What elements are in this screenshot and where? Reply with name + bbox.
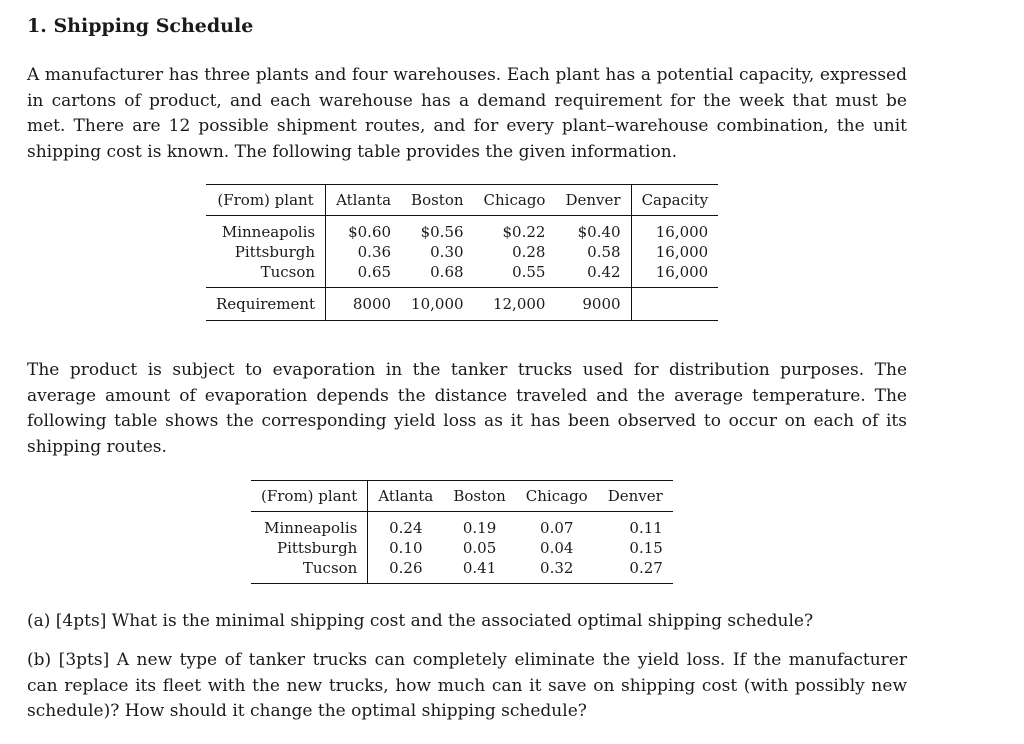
intro-line: A manufacturer has three plants and four warehouses. Each plant has a potential capacity, expressed <box>27 65 907 85</box>
table-row <box>251 538 673 558</box>
loss-cell: 0.27 <box>629 559 663 577</box>
column-header-denver: Denver <box>555 185 631 216</box>
column-header-atlanta: Atlanta <box>378 487 434 505</box>
plant-name-cell: Pittsburgh <box>206 242 326 262</box>
shipping-cost-table <box>206 184 718 321</box>
cost-cell: 0.58 <box>555 242 631 262</box>
cost-cell: $0.56 <box>420 223 464 241</box>
loss-cell: 0.05 <box>462 539 497 557</box>
capacity-cell: 16,000 <box>655 263 709 281</box>
plant-name-cell: Minneapolis <box>251 512 368 539</box>
evap-line: average amount of evaporation depends the distance traveled and the average temperature. The <box>27 385 907 406</box>
question-b-line: (b) [3pts] A new type of tanker trucks can completely eliminate the yield loss. If the manufacturer <box>27 650 907 670</box>
requirement-cell: 9000 <box>555 288 631 321</box>
evap-line: following table shows the corresponding yield loss as it has been observed to occur on each of its <box>27 411 907 431</box>
loss-cell: 0.07 <box>540 519 574 537</box>
empty-cell <box>631 288 718 321</box>
table-row <box>206 242 718 262</box>
requirement-row <box>206 288 718 321</box>
cost-cell: $0.40 <box>555 216 631 243</box>
requirement-cell: 12,000 <box>492 295 546 313</box>
table-row <box>251 558 673 584</box>
question-b-line: can replace its fleet with the new trucks, how much can it save on shipping cost (with possibly new <box>27 675 907 696</box>
loss-cell: 0.10 <box>389 539 423 557</box>
question-b-line: schedule)? How should it change the optimal shipping schedule? <box>27 701 587 721</box>
loss-cell: 0.26 <box>389 559 423 577</box>
question-a-text: (a) [4pts] What is the minimal shipping cost and the associated optimal shipping schedule? <box>27 611 814 631</box>
question-a <box>27 609 907 635</box>
table-row <box>206 216 718 243</box>
cost-cell: 0.42 <box>555 262 631 288</box>
column-header-atlanta: Atlanta <box>336 191 392 209</box>
intro-line: met. There are 12 possible shipment routes, and for every plant–warehouse combination, the unit <box>27 116 907 136</box>
cost-cell: 0.36 <box>357 243 392 261</box>
requirement-cell: 10,000 <box>411 295 464 313</box>
cost-cell: 0.55 <box>512 263 546 281</box>
column-header-chicago: Chicago <box>525 487 588 505</box>
capacity-cell: 16,000 <box>655 223 709 241</box>
table-header-row <box>206 185 718 216</box>
intro-line: shipping cost is known. The following table provides the given information. <box>27 141 678 162</box>
question-b <box>27 648 907 725</box>
section-heading: 1. Shipping Schedule <box>27 15 254 37</box>
requirement-cell: 8000 <box>352 295 392 313</box>
evap-line: The product is subject to evaporation in the tanker trucks used for distribution purposes. The <box>27 360 907 380</box>
table-row <box>251 512 673 539</box>
table-header-row <box>251 481 673 512</box>
cost-cell: 0.68 <box>430 263 464 281</box>
cost-cell: 0.28 <box>512 243 546 261</box>
column-header-capacity: Capacity <box>641 191 709 209</box>
capacity-cell: 16,000 <box>655 243 709 261</box>
column-header-boston: Boston <box>453 487 506 505</box>
loss-cell: 0.32 <box>540 559 574 577</box>
plant-name-cell: Pittsburgh <box>251 538 368 558</box>
loss-cell: 0.24 <box>389 519 423 537</box>
loss-cell: 0.11 <box>629 519 663 537</box>
loss-cell: 0.04 <box>540 539 574 557</box>
column-header-plant: (From) plant <box>251 481 368 512</box>
cost-cell: $0.22 <box>502 223 546 241</box>
loss-cell: 0.41 <box>462 559 497 577</box>
table-row <box>206 262 718 288</box>
intro-line: in cartons of product, and each warehouse has a demand requirement for the week that must be <box>27 90 907 111</box>
intro-paragraph <box>27 63 907 165</box>
plant-name-cell: Tucson <box>206 262 326 288</box>
evap-line: shipping routes. <box>27 436 167 457</box>
cost-cell: 0.65 <box>357 263 392 281</box>
evaporation-paragraph <box>27 358 907 460</box>
plant-name-cell: Tucson <box>251 558 368 584</box>
cost-cell: 0.30 <box>430 243 464 261</box>
column-header-denver: Denver <box>607 487 663 505</box>
column-header-boston: Boston <box>411 191 464 209</box>
loss-cell: 0.15 <box>629 539 663 557</box>
column-header-plant: (From) plant <box>206 185 326 216</box>
cost-cell: $0.60 <box>348 223 392 241</box>
column-header-chicago: Chicago <box>483 191 546 209</box>
plant-name-cell: Minneapolis <box>206 216 326 243</box>
requirement-label: Requirement <box>206 288 326 321</box>
loss-cell: 0.19 <box>462 519 497 537</box>
yield-loss-table <box>251 480 673 584</box>
